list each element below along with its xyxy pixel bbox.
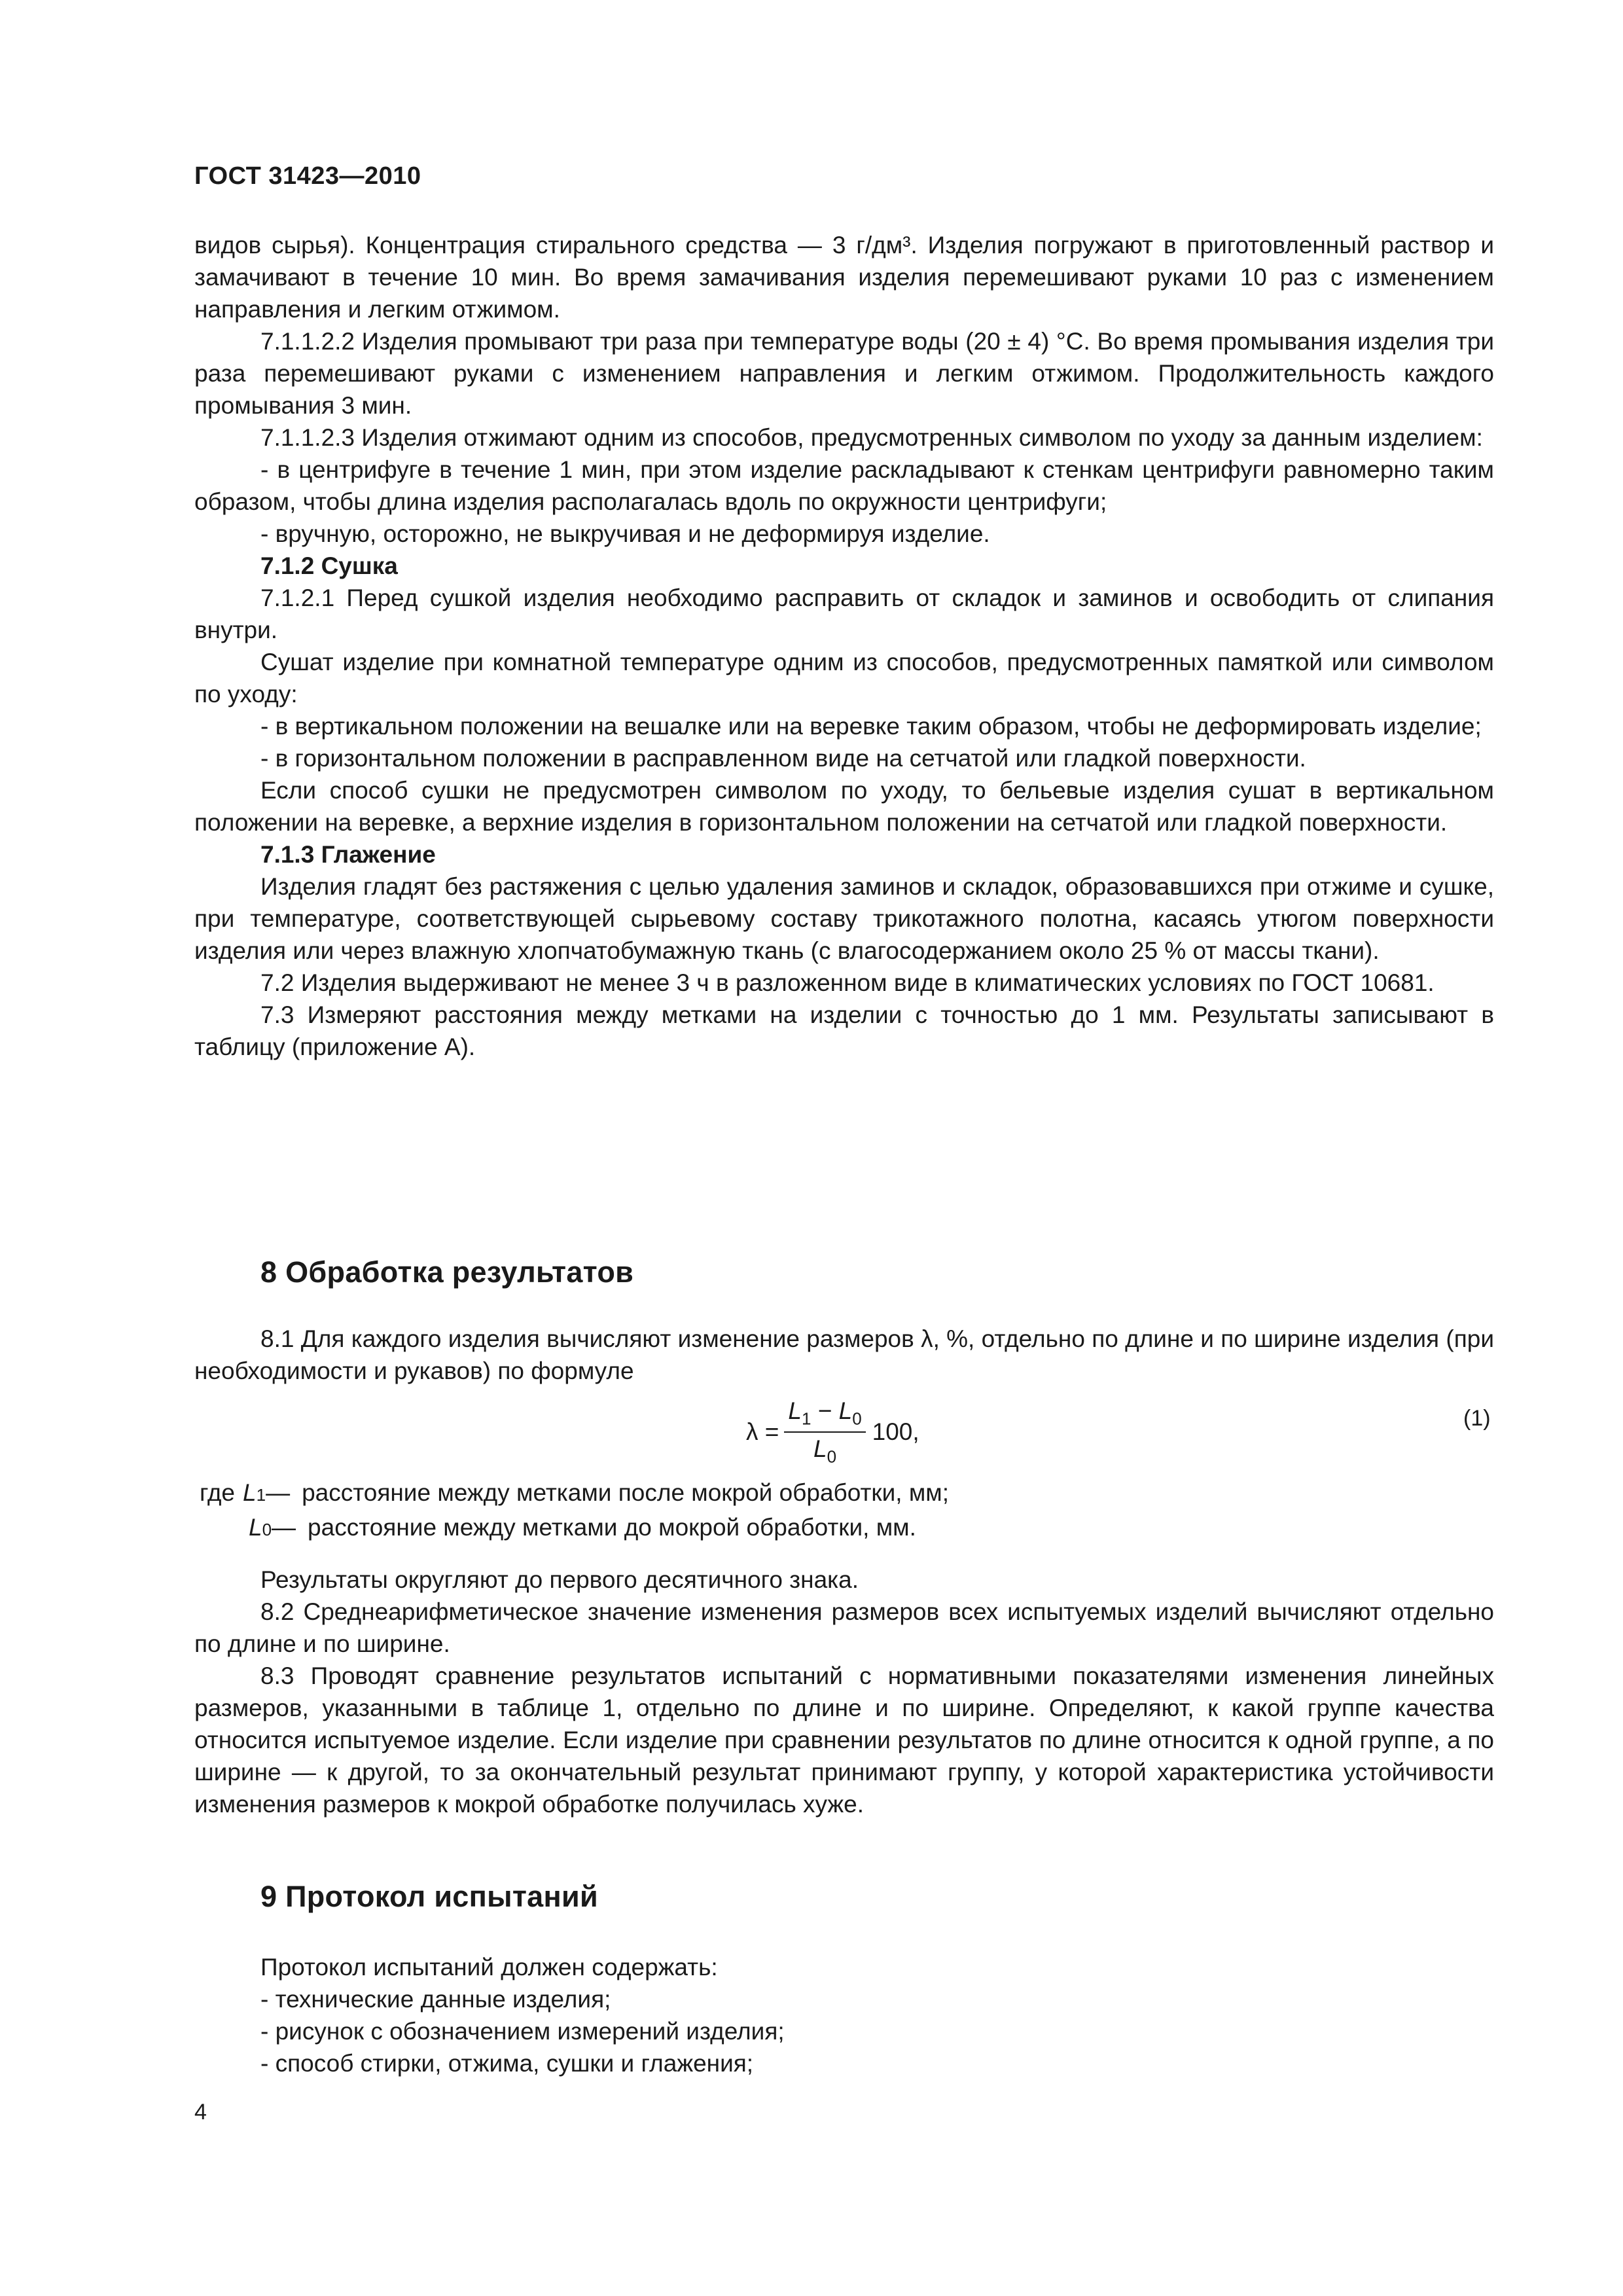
paragraph: Изделия гладят без растяжения с целью удаления заминов и складок, образовавшихся при отжиме и сушке, при температуре, соответствующей сырьевому составу трикотажного полотна, касаясь утюгом поверхности изделия или через влажную хлопчатобумажную ткань (с влагосодержанием около 25 % от массы ткани). [194,873,1494,964]
section9-body [194,1951,1494,2079]
page-number: 4 [194,2100,207,2125]
paragraph: видов сырья). Концентрация стирального средства — 3 г/дм³. Изделия погружают в приготовленный раствор и замачивают в течение 10 мин. Во время замачивания изделия перемешивают руками 10 раз с изменением направления и легким отжимом. [194,232,1494,323]
document-header: ГОСТ 31423—2010 [194,162,421,190]
paragraph: 7.3 Измеряют расстояния между метками на изделии с точностью до 1 мм. Результаты записывают в таблицу (приложение А). [194,1001,1494,1060]
list-item: - в вертикальном положении на вешалке или на веревке таким образом, чтобы не деформировать изделие; [260,713,1482,740]
list-item: - способ стирки, отжима, сушки и глажения; [260,2050,754,2077]
formula-1 [746,1393,919,1471]
section7-continuation [194,229,1494,1063]
paragraph: 8.2 Среднеарифметическое значение изменения размеров всех испытуемых изделий вычисляют отдельно по длине и по ширине. [194,1598,1494,1657]
section-8-title: 8 Обработка результатов [260,1255,634,1289]
list-item: - в центрифуге в течение 1 мин, при этом изделие раскладывают к стенкам центрифуги равномерно таким образом, чтобы длина изделия располагалась вдоль по окружности центрифуги; [194,456,1494,515]
paragraph: 8.3 Проводят сравнение результатов испытаний с нормативными показателями изменения линейных размеров, указанными в таблице 1, отдельно по длине и по ширине. Определяют, к какой группе качества относится испытуемое изделие. Если изделие при сравнении результатов по длине относится к одной группе, а по ширине — к другой, то за окончательный результат принимают группу, у которой характеристика устойчивости изменения размеров к мокрой обработке получилась хуже. [194,1662,1494,1818]
paragraph: 7.1.1.2.3 Изделия отжимают одним из способов, предусмотренных символом по уходу за данным изделием: [260,424,1483,451]
paragraph: 7.2 Изделия выдерживают не менее 3 ч в разложенном виде в климатических условиях по ГОСТ 10681. [260,969,1435,996]
paragraph: Сушат изделие при комнатной температуре одним из способов, предусмотренных памяткой или символом по уходу: [194,649,1494,708]
paragraph: Протокол испытаний должен содержать: [260,1954,718,1981]
formula-legend [0,1477,949,1546]
paragraph: 7.1.2.1 Перед сушкой изделия необходимо расправить от складок и заминов и освободить от слипания внутри. [194,584,1494,643]
list-item: - рисунок с обозначением измерений изделия; [260,2018,785,2045]
legend-row: где L 1 — расстояние между метками после мокрой обработки, мм; [200,1479,949,1506]
subsection-heading-ironing: 7.1.3 Глажение [260,841,436,868]
subsection-heading-drying: 7.1.2 Сушка [260,552,398,579]
list-item: - технические данные изделия; [260,1986,611,2013]
paragraph: Результаты округляют до первого десятичного знака. [260,1566,859,1593]
equation-number: (1) [1463,1406,1491,1431]
section-9-title: 9 Протокол испытаний [260,1880,598,1913]
section8-intro [194,1323,1494,1387]
formula-numerator: $L_1 - L_0$ [784,1397,865,1433]
formula-lhs: λ = [746,1418,779,1445]
formula-fraction [784,1397,865,1467]
formula-tail: 100, [872,1418,919,1445]
paragraph: 8.1 Для каждого изделия вычисляют изменение размеров λ, %, отдельно по длине и по ширине изделия (при необходимости и рукавов) по формуле [194,1325,1494,1384]
paragraph: 7.1.1.2.2 Изделия промывают три раза при температуре воды (20 ± 4) °С. Во время промывания изделия три раза перемешивают руками с изменением направления и легким отжимом. Продолжительность каждого промывания 3 мин. [194,328,1494,419]
list-item: - в горизонтальном положении в расправленном виде на сетчатой или гладкой поверхности. [260,745,1306,772]
paragraph: Если способ сушки не предусмотрен символом по уходу, то бельевые изделия сушат в вертикальном положении на веревке, а верхние изделия в горизонтальном положении на сетчатой или гладкой поверхности. [194,777,1494,836]
legend-row: L 0 — расстояние между метками до мокрой обработки, мм. [249,1514,916,1541]
formula-denominator: $L_0$ [813,1435,837,1467]
section8-body [194,1564,1494,1820]
list-item: - вручную, осторожно, не выкручивая и не деформируя изделие. [260,520,990,547]
